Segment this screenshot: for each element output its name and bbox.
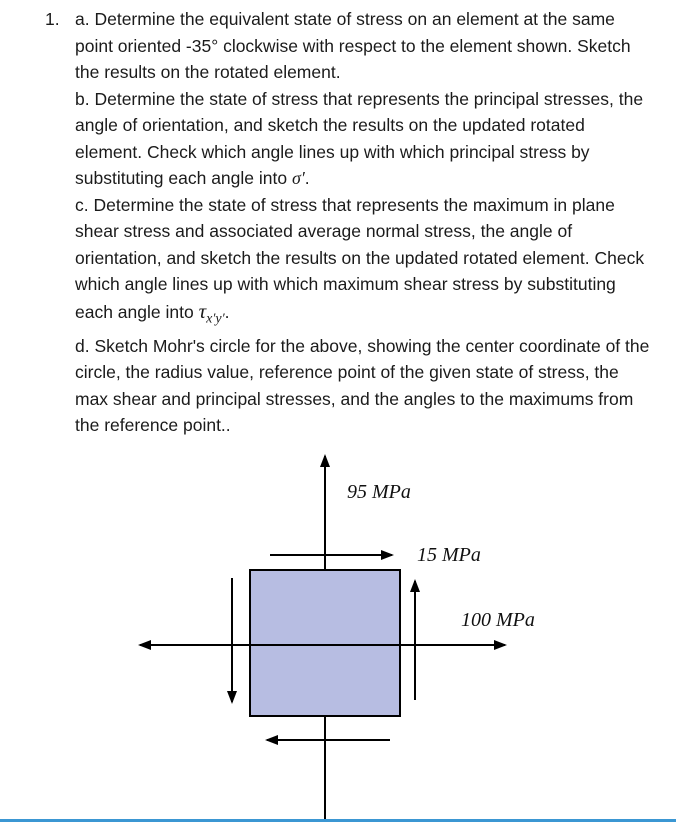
part-c-period: .	[224, 301, 230, 322]
problem-number: 1.	[45, 9, 60, 29]
part-b-text: b. Determine the state of stress that represents the principal stresses, the angle of orientation, and sketch the results on the updated rotated element. Check which angle lines up with which principal stress by substituting each angle into	[75, 88, 644, 188]
stress-element-diagram	[0, 440, 676, 820]
part-b-paragraph	[75, 86, 653, 192]
part-a-text: a. Determine the equivalent state of stress on an element at the same point oriented -35° clockwise with respect to the element shown. Sketch the results on the rotated element.	[75, 9, 631, 82]
sigma-y-label: 95 MPa	[347, 481, 411, 503]
sigma-x-label: 100 MPa	[461, 609, 535, 631]
part-b-period: .	[304, 168, 310, 188]
part-c-text: c. Determine the state of stress that represents the maximum in plane shear stress and associated average normal stress, the angle of orientation, and sketch the results on the updated rotated element. Check which angle lines up with which maximum shear stress by substituting each angle into	[75, 194, 645, 322]
part-a-paragraph	[75, 6, 653, 86]
problem-parts	[75, 6, 653, 439]
sigma-prime-symbol: σ′	[291, 168, 305, 188]
problem-block	[0, 6, 676, 439]
tau-symbol: τ	[198, 298, 207, 323]
stress-element-square	[250, 570, 400, 716]
part-d-paragraph	[75, 333, 653, 439]
shear-label: 15 MPa	[417, 544, 481, 566]
tau-subscript: x′y′	[206, 311, 225, 326]
part-c-paragraph	[75, 192, 653, 333]
page-bottom-rule	[0, 819, 676, 822]
part-d-text: d. Sketch Mohr's circle for the above, showing the center coordinate of the circle, the radius value, reference point of the given state of stress, the max shear and principal stresses, and the angles to the maximums from the reference point..	[75, 335, 650, 435]
